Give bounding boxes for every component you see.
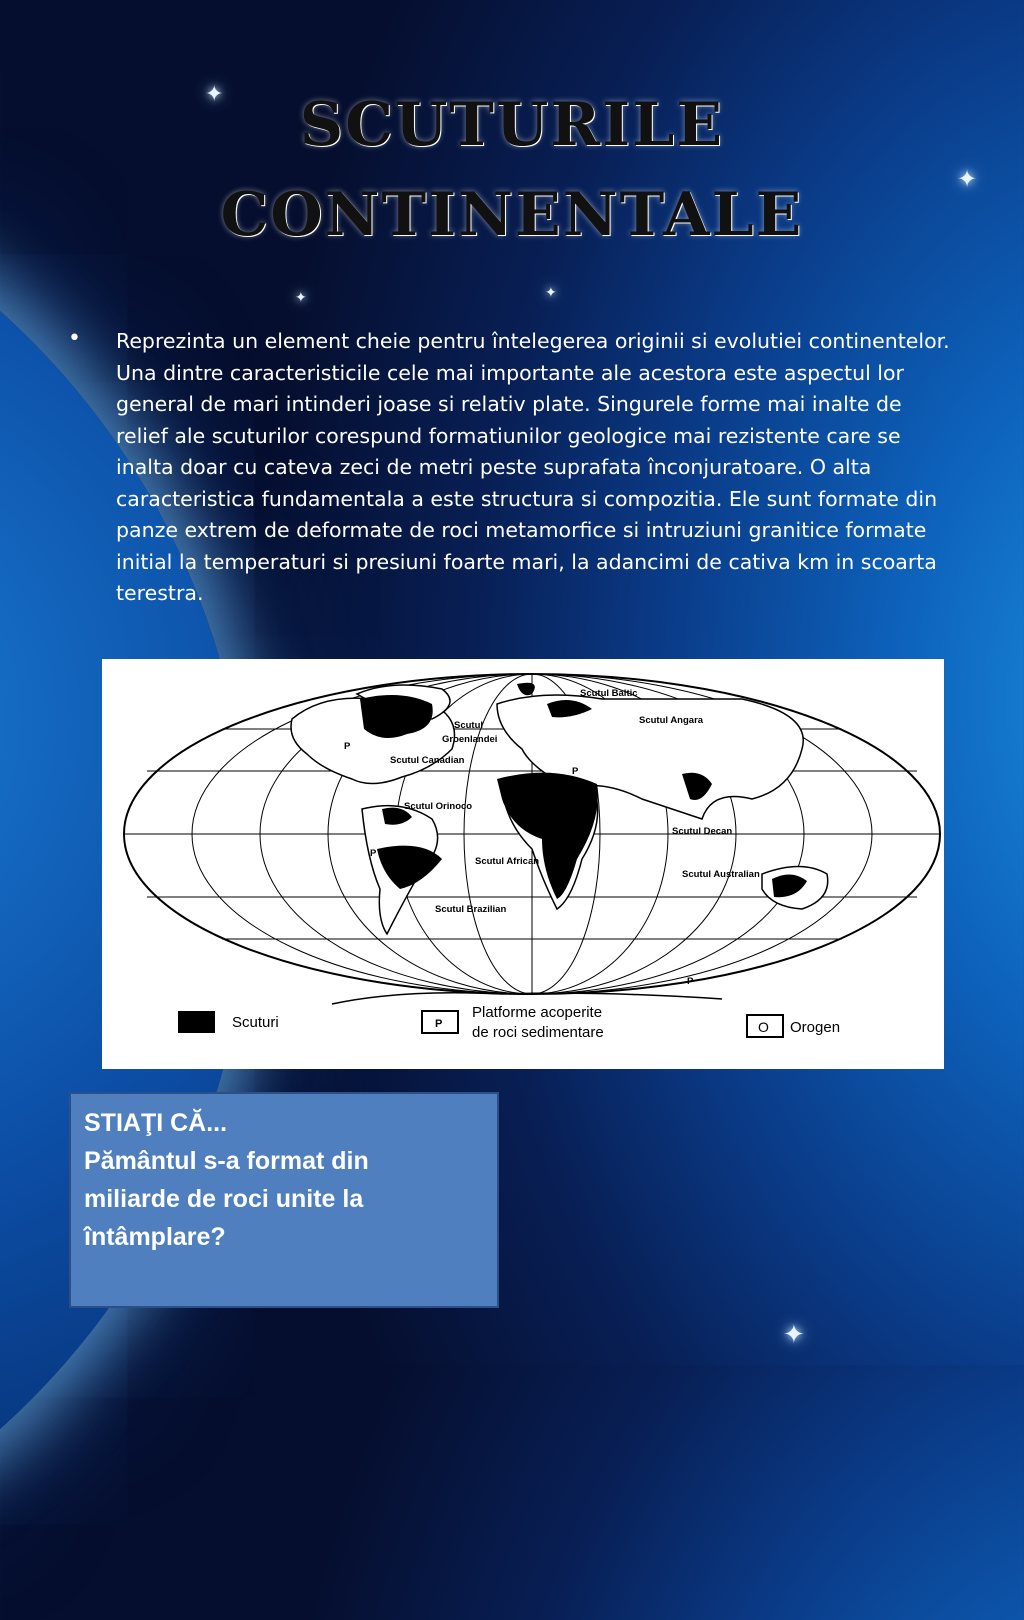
legend-orogen-label: Orogen xyxy=(790,1019,841,1036)
did-you-know-box xyxy=(69,1092,499,1308)
legend-shield-swatch xyxy=(178,1011,215,1033)
label-scutul-brazilian: Scutul Brazilian xyxy=(435,904,507,915)
world-map-svg xyxy=(102,659,944,1069)
title-line-2: CONTINENTALE xyxy=(220,180,804,250)
label-p-mark: P xyxy=(370,848,377,859)
slide-title xyxy=(0,80,1024,260)
bullet-icon: • xyxy=(68,326,81,351)
legend-platforms-label-2: de roci sedimentare xyxy=(472,1024,604,1041)
bullet-item xyxy=(68,326,958,610)
label-p-mark: P xyxy=(344,741,351,752)
info-line-2: miliarde de roci unite la xyxy=(84,1185,364,1213)
star-icon: ✦ xyxy=(957,165,978,193)
label-scutul-canadian: Scutul Canadian xyxy=(390,755,465,766)
bullet-paragraph: Reprezinta un element cheie pentru întelegerea originii si evolutiei continentelor. Una dintre caracteristicile cele mai importante ale acestora este aspectul lor general de mari intinderi joase si relativ plate. Singurele forme mai inalte de relief ale scuturilor corespund formatiunilor geologice mai rezistente care se inalta doar cu cateva zeci de metri peste suprafata înconjuratoare. O alta caracteristica fundamentala a este structura si compozitia. Ele sunt formate din panze extrem de deformate de roci metamorfice si intruziuni granitice formate initial la temperaturi si presiuni foarte mari, la adancimi de cativa km in scoarta terestra. xyxy=(116,329,950,605)
label-p-mark: P xyxy=(572,766,579,777)
map-legend xyxy=(178,1004,840,1041)
legend-platform-symbol: P xyxy=(435,1018,443,1030)
label-scutul-baltic: Scutul Baltic xyxy=(580,688,638,699)
label-scutul-australian: Scutul Australian xyxy=(682,869,760,880)
info-line-1: Pământul s-a format din xyxy=(84,1147,369,1175)
legend-shields-label: Scuturi xyxy=(232,1014,279,1031)
world-map-figure xyxy=(102,659,944,1069)
star-icon: ✦ xyxy=(783,1320,805,1350)
star-icon: ✦ xyxy=(295,290,307,306)
label-scutul-groenlandei-2: Groenlandei xyxy=(442,734,498,745)
label-p-mark: P xyxy=(687,976,694,987)
label-scutul-angara: Scutul Angara xyxy=(639,715,704,726)
star-icon: ✦ xyxy=(545,285,557,301)
info-heading: STIAŢI CĂ... xyxy=(84,1109,228,1137)
legend-orogen-symbol: O xyxy=(758,1019,769,1035)
star-icon: ✦ xyxy=(205,82,224,107)
title-line-1: SCUTURILE xyxy=(299,90,725,160)
label-scutul-decan: Scutul Decan xyxy=(672,826,733,837)
label-scutul-african: Scutul African xyxy=(475,856,540,867)
label-scutul-groenlandei-1: Scutul xyxy=(454,720,484,731)
label-scutul-orinoco: Scutul Orinoco xyxy=(404,801,473,812)
legend-platforms-label-1: Platforme acoperite xyxy=(472,1004,603,1021)
info-line-3: întâmplare? xyxy=(84,1223,226,1251)
